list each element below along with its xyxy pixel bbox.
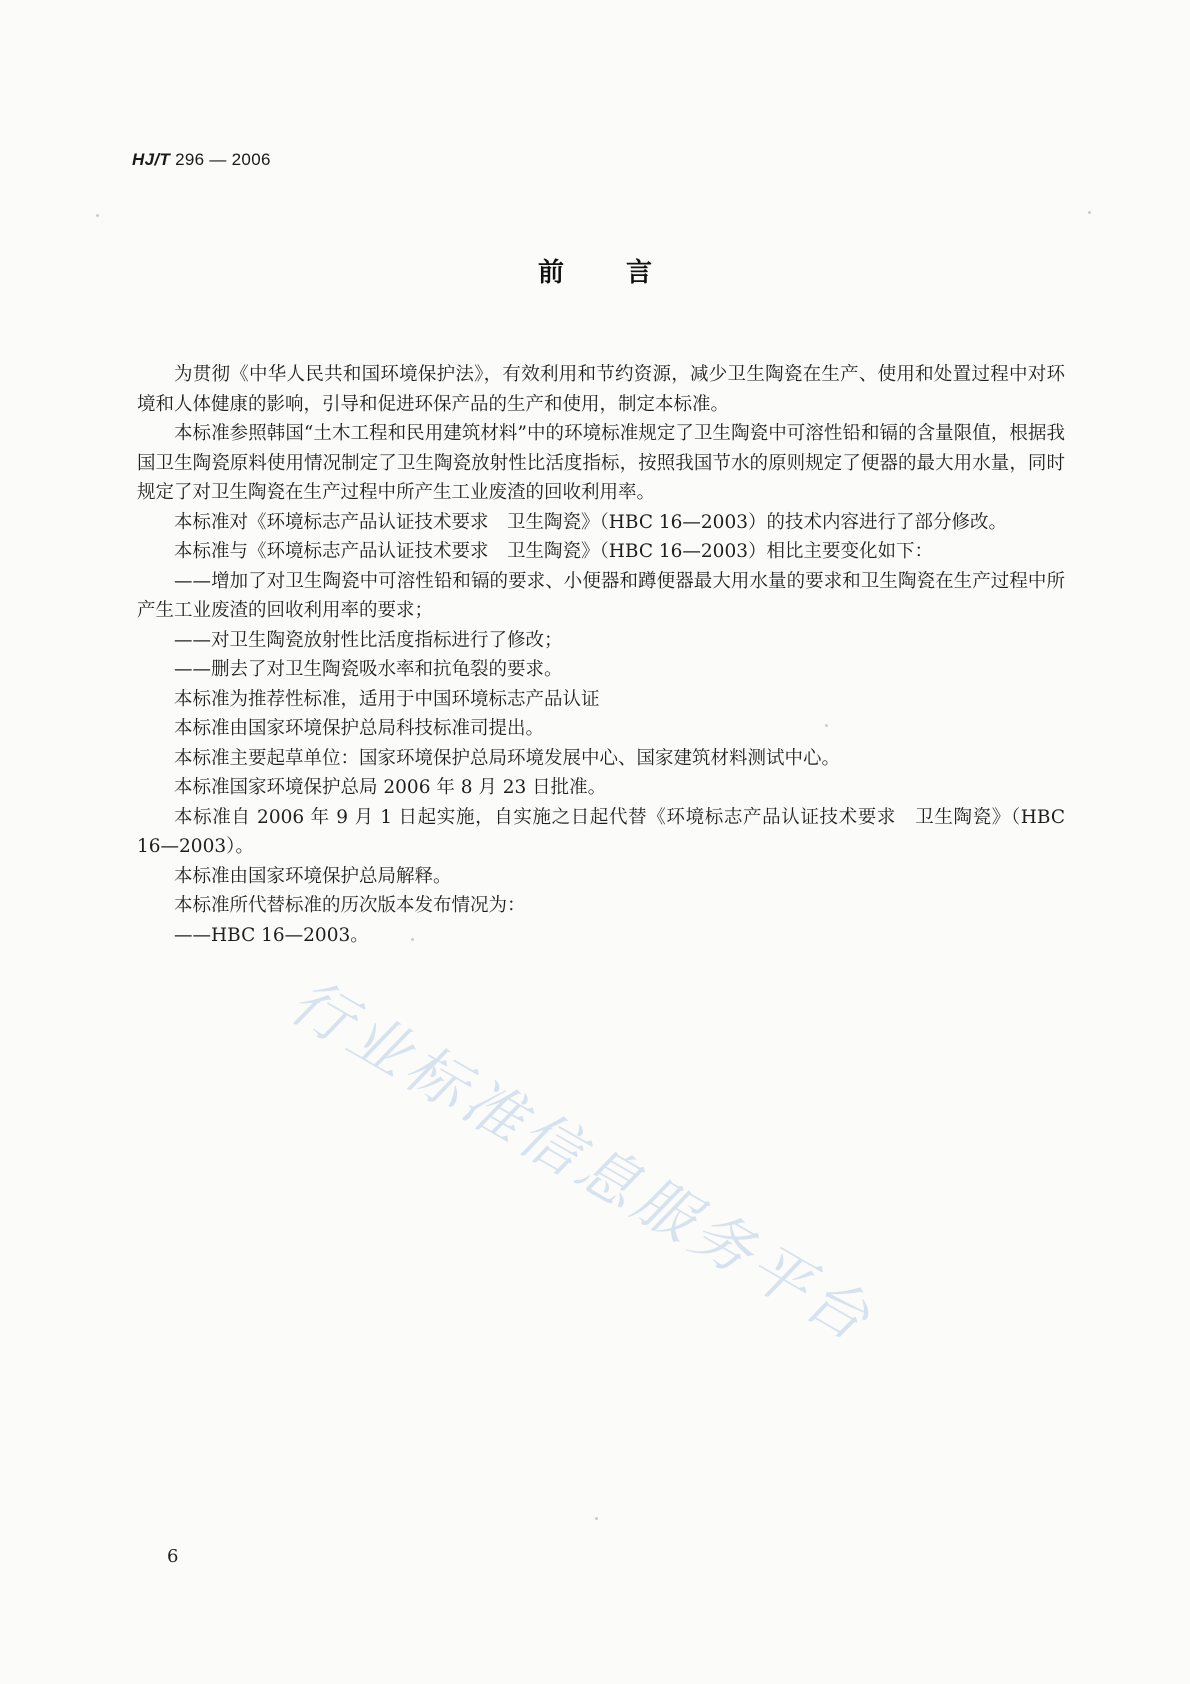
document-code-prefix: HJ/T bbox=[132, 150, 171, 169]
change-item-modified: ——对卫生陶瓷放射性比活度指标进行了修改； bbox=[174, 629, 563, 651]
paragraph-reference: 本标准参照韩国“土木工程和民用建筑材料”中的环境标准规定了卫生陶瓷中可溶性铅和镉的含量限值，根据我国卫生陶瓷原料使用情况制定了卫生陶瓷放射性比活度指标，按照我国节水的原则规定了便器的最大用水量，同时规定了对卫生陶瓷在生产过程中所产生工业废渣的回收利用率。 bbox=[137, 423, 1065, 503]
paragraph-approval: 本标准国家环境保护总局 2006 年 8 月 23 日批准。 bbox=[174, 777, 607, 798]
paragraph-recommended: 本标准为推荐性标准，适用于中国环境标志产品认证 bbox=[174, 688, 600, 710]
paragraph-drafters: 本标准主要起草单位：国家环境保护总局环境发展中心、国家建筑材料测试中心。 bbox=[174, 747, 841, 769]
watermark-text: 行业标准信息服务平台 bbox=[278, 966, 886, 1357]
page-number: 6 bbox=[167, 1546, 179, 1567]
paragraph-changes-intro: 本标准与《环境标志产品认证技术要求 卫生陶瓷》（HBC 16—2003）相比主要变化如下： bbox=[174, 541, 933, 562]
paragraph-revision: 本标准对《环境标志产品认证技术要求 卫生陶瓷》（HBC 16—2003）的技术内容进行了部分修改。 bbox=[174, 511, 1007, 533]
scan-speck bbox=[411, 938, 414, 941]
page-title: 前言 bbox=[537, 258, 714, 288]
document-code-number: 296 — 2006 bbox=[170, 150, 271, 169]
paragraph-history-intro: 本标准所代替标准的历次版本发布情况为： bbox=[174, 895, 526, 916]
change-item-added: ——增加了对卫生陶瓷中可溶性铅和镉的要求、小便器和蹲便器最大用水量的要求和卫生陶瓷在生产过程中所产生工业废渣的回收利用率的要求； bbox=[137, 570, 1065, 621]
scan-speck bbox=[595, 1517, 598, 1520]
foreword-body bbox=[137, 360, 1065, 950]
scan-speck bbox=[825, 724, 828, 727]
paragraph-effective: 本标准自 2006 年 9 月 1 日起实施，自实施之日起代替《环境标志产品认证技术要求 卫生陶瓷》（HBC 16—2003）。 bbox=[137, 806, 1065, 857]
scan-speck bbox=[1088, 211, 1091, 214]
scan-speck bbox=[96, 214, 99, 217]
history-item: ——HBC 16—2003。 bbox=[174, 924, 369, 946]
paragraph-interpretation: 本标准由国家环境保护总局解释。 bbox=[174, 865, 452, 887]
change-item-deleted: ——删去了对卫生陶瓷吸水率和抗龟裂的要求。 bbox=[174, 659, 563, 680]
paragraph-proposer: 本标准由国家环境保护总局科技标准司提出。 bbox=[174, 718, 545, 739]
document-code bbox=[132, 150, 271, 170]
paragraph-purpose: 为贯彻《中华人民共和国环境保护法》，有效利用和节约资源，减少卫生陶瓷在生产、使用和处置过程中对环境和人体健康的影响，引导和促进环保产品的生产和使用，制定本标准。 bbox=[137, 364, 1065, 415]
